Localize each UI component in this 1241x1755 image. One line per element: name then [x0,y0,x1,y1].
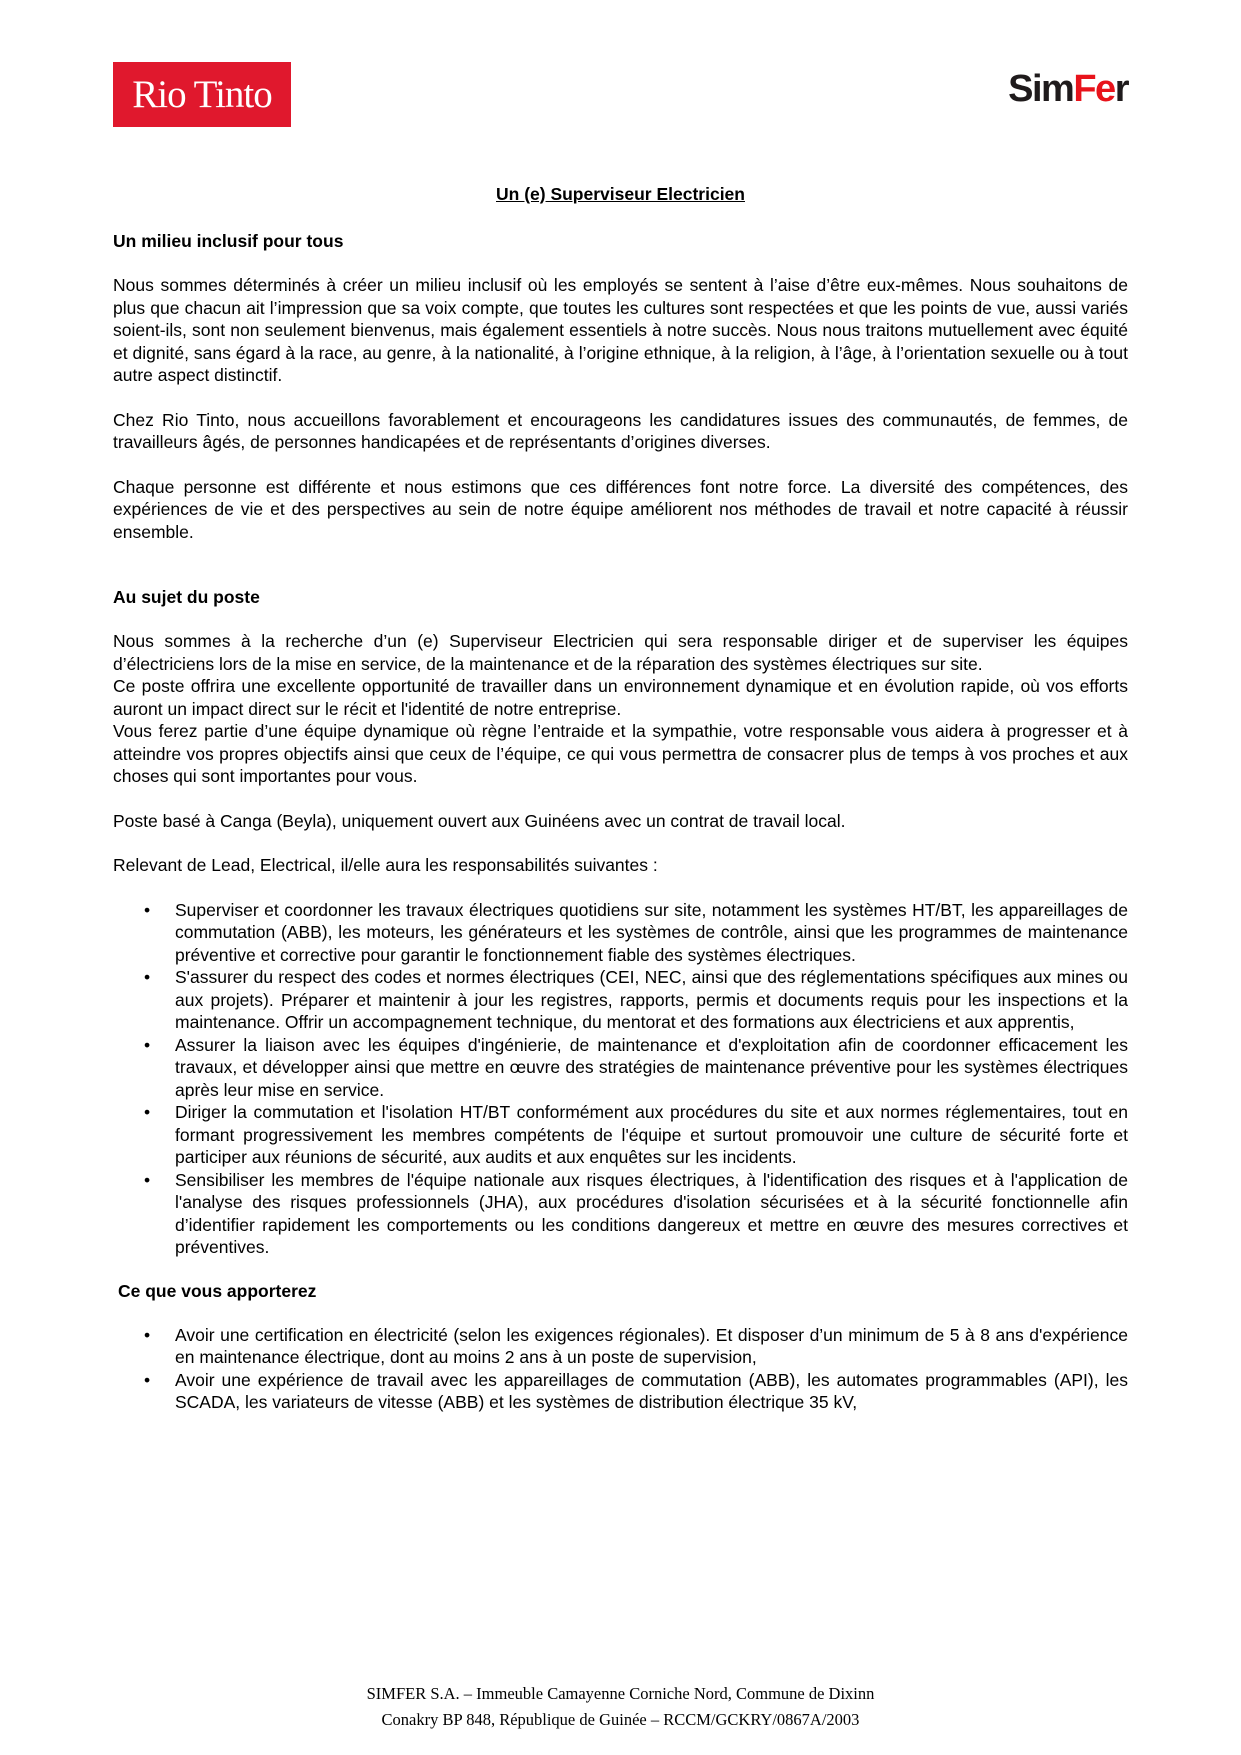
paragraph-reporting-line: Relevant de Lead, Electrical, il/elle aura les responsabilités suivantes : [113,855,658,875]
paragraph-location: Poste basé à Canga (Beyla), uniquement ouvert aux Guinéens avec un contrat de travail local. [113,810,846,831]
simfer-logo-text-red: Fe [1073,68,1115,110]
footer-address-line: SIMFER S.A. – Immeuble Camayenne Corniche Nord, Commune de Dixinn [366,1684,875,1703]
requirements-list [113,1324,1128,1414]
simfer-logo-text-black2: r [1114,68,1128,110]
document-footer [0,1681,1241,1733]
paragraph-inclusive-2: Chez Rio Tinto, nous accueillons favorablement et encourageons les candidatures issues des communautés, de femmes, de travailleurs âgés, de personnes handicapées et de représentants d’origines diverses. [113,409,1128,452]
list-item: • Assurer la liaison avec les équipes d'ingénierie, de maintenance et d'exploitation afin de coordonner efficacement les travaux, et développer ainsi que mettre en œuvre des stratégies de maintenance préventive pour les systèmes électriques après leur mise en service. [113,1034,1128,1102]
rio-tinto-logo-text: Rio Tinto [132,73,272,116]
list-item: • Avoir une certification en électricité (selon les exigences régionales). Et disposer d’un minimum de 5 à 8 ans d'expérience en maintenance électrique, dont au moins 2 ans à un poste de supervision, [113,1324,1128,1369]
list-item: • Avoir une expérience de travail avec les appareillages de commutation (ABB), les automates programmables (API), les SCADA, les variateurs de vitesse (ABB) et les systèmes de distribution électrique 35 kV, [113,1369,1128,1414]
list-item: • Sensibiliser les membres de l'équipe nationale aux risques électriques, à l'identification des risques et à l'application de l'analyse des risques professionnels (JHA), aux procédures d'isolation sécurisées et à la sécurité fonctionnelle afin d’identifier rapidement les comportements ou les conditions dangereux et mettre en œuvre des mesures correctives et préventives. [113,1169,1128,1259]
page-title: Un (e) Superviseur Electricien [496,184,745,204]
paragraph-inclusive-3: Chaque personne est différente et nous estimons que ces différences font notre force. La diversité des compétences, des expériences de vie et des perspectives au sein de notre équipe améliorent nos méthodes de travail et notre capacité à réussir ensemble. [113,476,1128,542]
rio-tinto-logo [113,62,291,127]
list-item: • Superviser et coordonner les travaux électriques quotidiens sur site, notamment les systèmes HT/BT, les appareillages de commutation (ABB), les moteurs, les générateurs et les systèmes de contrôle, ainsi que les programmes de maintenance préventive et corrective pour garantir le fonctionnement fiable des systèmes électriques. [113,899,1128,967]
simfer-logo-text-black1: Sim [1008,68,1074,110]
paragraph-inclusive-1: Nous sommes déterminés à créer un milieu inclusif où les employés se sentent à l’aise d’être eux-mêmes. Nous souhaitons de plus que chacun ait l’impression que sa voix compte, que toutes les cultures sont respectées et que les points de vue, aussi variés soient-ils, sont non seulement bienvenus, mais également essentiels à notre succès. Nous nous traitons mutuellement avec équité et dignité, sans égard à la race, au genre, à la nationalité, à l’origine ethnique, à la religion, à l’âge, à l’orientation sexuelle ou à tout autre aspect distinctif. [113,275,1128,385]
list-item: • Diriger la commutation et l'isolation HT/BT conformément aux procédures du site et aux normes réglementaires, tout en formant progressivement les membres compétents de l'équipe et surtout promouvoir une culture de sécurité forte et participer aux réunions de sécurité, aux audits et aux enquêtes sur les incidents. [113,1101,1128,1169]
heading-what-you-bring: Ce que vous apporterez [118,1280,317,1301]
paragraph-role-3: Vous ferez partie d’une équipe dynamique où règne l’entraide et la sympathie, votre responsable vous aidera à progresser et à atteindre vos propres objectifs ainsi que ceux de l’équipe, ce qui vous permettra de consacrer plus de temps à vos proches et aux choses qui sont importantes pour vous. [113,721,1128,786]
paragraph-role-2: Ce poste offrira une excellente opportunité de travailler dans un environnement dynamique et en évolution rapide, où vos efforts auront un impact direct sur le récit et l'identité de notre entreprise. [113,676,1128,719]
simfer-logo [1008,68,1128,111]
heading-about-role: Au sujet du poste [113,587,260,607]
footer-registration-line: Conakry BP 848, République de Guinée – RCCM/GCKRY/0867A/2003 [381,1710,860,1729]
header [113,0,1128,128]
responsibilities-list [113,899,1128,1259]
heading-inclusive-environment: Un milieu inclusif pour tous [113,231,344,251]
list-item: • S'assurer du respect des codes et normes électriques (CEI, NEC, ainsi que des réglementations spécifiques aux mines ou aux projets). Préparer et maintenir à jour les registres, rapports, permis et documents requis pour les inspections et la maintenance. Offrir un accompagnement technique, du mentorat et des formations aux électriciens et aux apprentis, [113,966,1128,1034]
paragraph-role-1: Nous sommes à la recherche d’un (e) Superviseur Electricien qui sera responsable diriger et de superviser les équipes d’électriciens lors de la mise en service, de la maintenance et de la réparation des systèmes électriques sur site. [113,631,1128,674]
